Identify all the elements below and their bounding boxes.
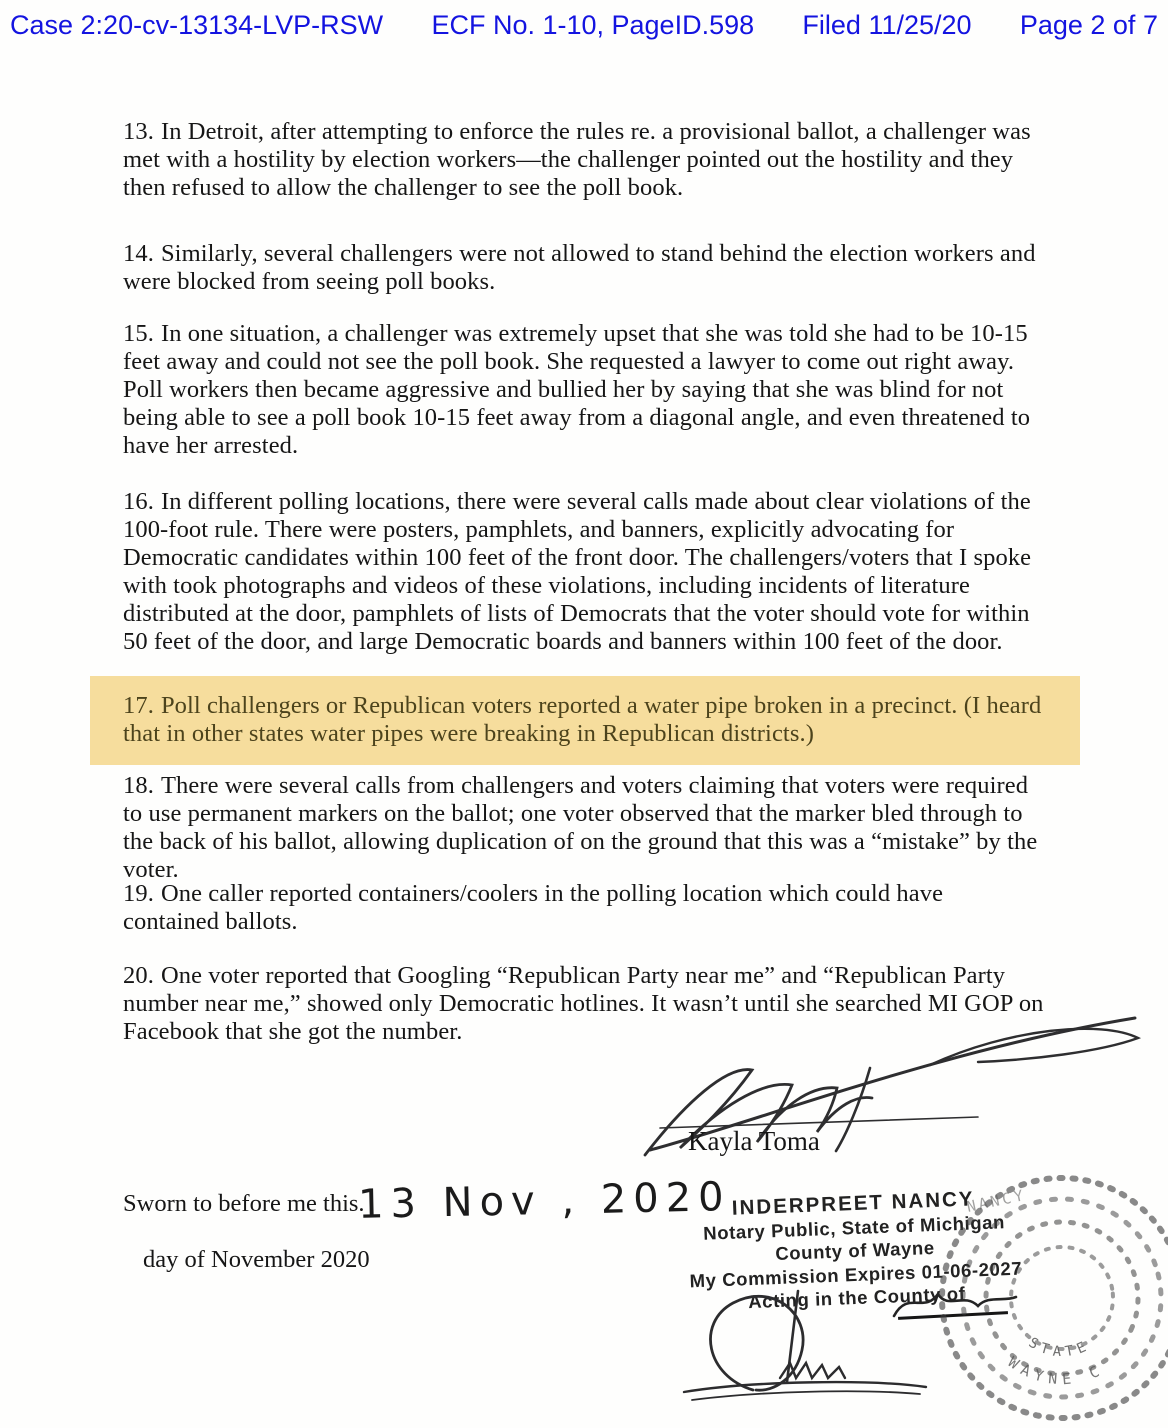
paragraph-16 [123, 488, 1045, 656]
paragraph-number: 13. [123, 118, 154, 145]
notary-county: County of Wayne [774, 1236, 936, 1265]
sworn-statement: Sworn to before me this. [123, 1190, 365, 1217]
paragraph-number: 20. [123, 962, 154, 989]
svg-text:STATE [1026, 1335, 1093, 1360]
paragraph-text: In different polling locations, there were several calls made about clear violations of the 100-foot rule. There were posters, pamphlets, and banners, explicitly advocating for Democratic candidates within 100 feet of the front door. The challengers/voters that I spoke with took photographs and videos of these violations, including incidents of literature distributed at the door, pamphlets of lists of Democrats that the voter should vote for within 50 feet of the door, and large Democratic boards and banners within 100 feet of the door. [123, 488, 1032, 655]
notary-acting-line: Acting in the County of [747, 1282, 966, 1313]
paragraph-text: In Detroit, after attempting to enforce the rules re. a provisional ballot, a challenger was met with a hostility by election workers—the challenger pointed out the hostility and they then refused to allow the challenger to see the poll book. [123, 118, 1031, 201]
paragraph-text: One caller reported containers/coolers in the polling location which could have contained ballots. [123, 880, 944, 935]
paragraph-number: 14. [123, 240, 154, 267]
affiant-printed-name: Kayla Toma [688, 1126, 820, 1156]
paragraph-14 [123, 240, 1045, 296]
paragraph-number: 18. [123, 772, 154, 799]
page-indicator: Page 2 of 7 [1019, 10, 1158, 40]
notary-title: Notary Public, State of Michigan [702, 1210, 1006, 1244]
notary-seal [920, 1156, 1168, 1428]
paragraph-number: 15. [123, 320, 154, 347]
notary-signature-scrawl [678, 1288, 933, 1413]
paragraph-number: 16. [123, 488, 154, 515]
notary-commission: My Commission Expires 01-06-2027 [689, 1257, 1023, 1291]
case-number: Case 2:20-cv-13134-LVP-RSW [10, 10, 384, 40]
paragraph-text: One voter reported that Googling “Republican Party near me” and “Republican Party number near me,” showed only Democratic hotlines. It wasn’t until she searched MI GOP on Facebook that she got the number. [123, 962, 1044, 1045]
paragraph-number: 19. [123, 880, 154, 907]
paragraph-13 [123, 118, 1045, 202]
sworn-statement-line2: day of November 2020 [143, 1246, 370, 1273]
notary-name: INDERPREET NANCY [731, 1187, 975, 1220]
paragraph-17 [90, 676, 1080, 765]
paragraph-15 [123, 320, 1045, 460]
seal-text-state: STATE [1025, 1334, 1094, 1361]
handwritten-date: 13 Nov , 2020 [357, 1174, 732, 1228]
paragraph-18 [123, 772, 1045, 884]
paragraph-text: Poll challengers or Republican voters reported a water pipe broken in a precinct. (I heard that in other states water pipes were breaking in Republican districts.) [123, 692, 1042, 747]
seal-text-nancy: NANCY [965, 1185, 1028, 1216]
ecf-header [0, 10, 1168, 41]
paragraph-text: Similarly, several challengers were not allowed to stand behind the election workers and were blocked from seeing poll books. [123, 240, 1036, 295]
paragraph-19 [123, 880, 1045, 936]
paragraph-number: 17. [123, 692, 154, 719]
seal-text-wayne: WAYNE C [1004, 1353, 1108, 1389]
paragraph-text: There were several calls from challengers and voters claiming that voters were required to use permanent markers on the ballot; one voter observed that the marker bled through to the back of his ballot, allowing duplication of on the ground that this was a “mistake” by the voter. [123, 772, 1038, 883]
paragraph-text: In one situation, a challenger was extremely upset that she was told she had to be 10-15 feet away and could not see the poll book. She requested a lawyer to come out right away. Poll workers then became aggressive and bullied her by saying that she was blind for not being able to see a poll book 10-15 feet away from a diagonal angle, and even threatened to have her arrested. [123, 320, 1031, 459]
filed-date: Filed 11/25/20 [802, 10, 972, 40]
ecf-number: ECF No. 1-10, PageID.598 [431, 10, 755, 40]
